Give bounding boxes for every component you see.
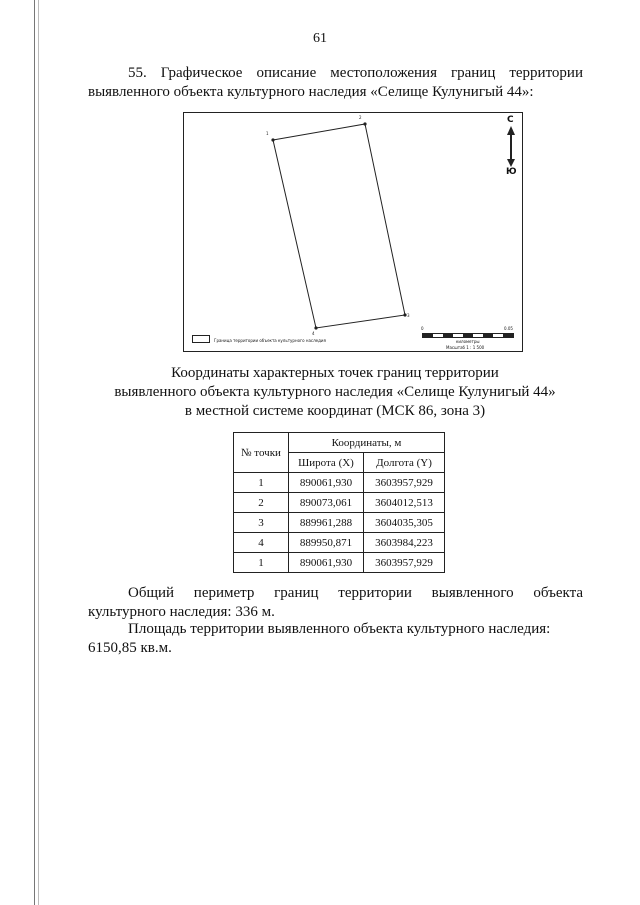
table-caption bbox=[80, 364, 590, 421]
cell-latitude: 890061,930 bbox=[289, 473, 364, 493]
cell-longitude: 3603984,223 bbox=[364, 533, 445, 553]
cell-point-number: 3 bbox=[234, 513, 289, 533]
cell-latitude: 890061,930 bbox=[289, 553, 364, 573]
left-margin-line bbox=[34, 0, 35, 905]
perimeter-paragraph bbox=[88, 584, 583, 622]
south-arrow-head bbox=[507, 159, 515, 167]
area-paragraph bbox=[88, 620, 583, 658]
perimeter-line-1: Общий периметр границ территории выявленного объекта bbox=[128, 585, 583, 601]
heading-line-1: 55. Графическое описание местоположения границ территории bbox=[128, 65, 583, 81]
scale-max-label: 0.05 bbox=[504, 326, 513, 331]
territory-boundary-polygon bbox=[273, 124, 405, 328]
cell-latitude: 890073,061 bbox=[289, 493, 364, 513]
caption-line-2: выявленного объекта культурного наследия «Селище Кулунигый 44» bbox=[114, 384, 556, 400]
cell-longitude: 3603957,929 bbox=[364, 473, 445, 493]
point-label-2: 2 bbox=[359, 115, 362, 120]
point-label-1: 1 bbox=[266, 131, 269, 136]
cell-longitude: 3604035,305 bbox=[364, 513, 445, 533]
left-margin-line-secondary bbox=[38, 0, 39, 905]
caption-line-3: в местной системе координат (МСК 86, зона 3) bbox=[184, 403, 486, 419]
north-arrow-head bbox=[507, 126, 515, 135]
page-number: 61 bbox=[313, 31, 327, 46]
boundary-point-1 bbox=[271, 138, 274, 141]
cell-point-number: 4 bbox=[234, 533, 289, 553]
header-point-number: № точки bbox=[234, 433, 289, 473]
legend-swatch bbox=[192, 335, 210, 343]
table-row bbox=[234, 553, 445, 573]
table-row bbox=[234, 533, 445, 553]
section-heading bbox=[88, 64, 583, 102]
cell-longitude: 3603957,929 bbox=[364, 553, 445, 573]
coordinates-table bbox=[233, 432, 445, 573]
header-longitude: Долгота (Y) bbox=[364, 453, 445, 473]
south-label: Ю bbox=[506, 167, 517, 177]
cell-point-number: 1 bbox=[234, 473, 289, 493]
cell-latitude: 889950,871 bbox=[289, 533, 364, 553]
area-line-1: Площадь территории выявленного объекта культурного наследия: bbox=[128, 621, 551, 637]
caption-line-1: Координаты характерных точек границ территории bbox=[171, 365, 499, 381]
boundary-point-2 bbox=[363, 122, 366, 125]
boundary-point-4 bbox=[314, 326, 317, 329]
north-label: С bbox=[507, 115, 514, 125]
cell-latitude: 889961,288 bbox=[289, 513, 364, 533]
point-label-4: 4 bbox=[312, 331, 315, 336]
scale-unit-label: километры bbox=[456, 339, 480, 344]
boundary-map bbox=[183, 112, 523, 352]
perimeter-line-2: культурного наследия: 336 м. bbox=[88, 604, 275, 620]
table-row bbox=[234, 513, 445, 533]
legend-text: Граница территории объекта культурного наследия bbox=[214, 338, 326, 343]
table-row bbox=[234, 493, 445, 513]
cell-point-number: 2 bbox=[234, 493, 289, 513]
area-line-2: 6150,85 кв.м. bbox=[88, 640, 172, 656]
table-header-row bbox=[234, 433, 445, 453]
scale-bar bbox=[422, 333, 514, 338]
scale-zero-label: 0 bbox=[421, 326, 424, 331]
header-latitude: Широта (X) bbox=[289, 453, 364, 473]
point-label-3: 3 bbox=[407, 313, 410, 318]
boundary-map-drawing bbox=[184, 113, 524, 353]
cell-point-number: 1 bbox=[234, 553, 289, 573]
header-coordinates: Координаты, м bbox=[289, 433, 445, 453]
table-row bbox=[234, 473, 445, 493]
heading-line-2: выявленного объекта культурного наследия «Селище Кулунигый 44»: bbox=[88, 84, 534, 100]
scale-ratio-label: Масштаб 1 : 1 500 bbox=[446, 345, 485, 350]
cell-longitude: 3604012,513 bbox=[364, 493, 445, 513]
